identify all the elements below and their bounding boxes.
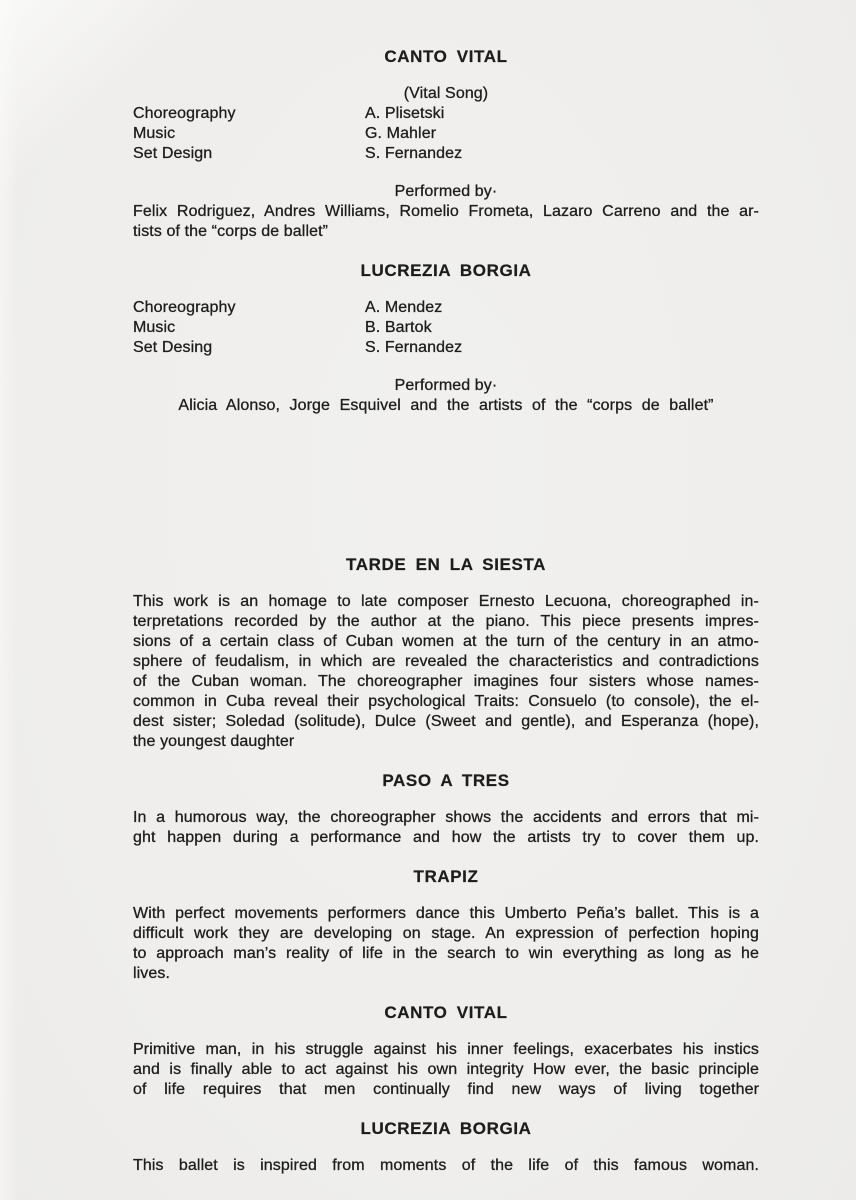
paragraph-line: ght happen during a performance and how the artists try to cover them up. (133, 829, 759, 846)
credits-lucrezia (133, 298, 759, 358)
paragraph-line: common in Cuba reveal their psychological Traits: Consuelo (to console), the el- (133, 693, 759, 710)
credit-value: S. Fernandez (365, 145, 463, 162)
credit-label: Set Desing (133, 339, 213, 356)
section-title-paso: PASO A TRES (382, 771, 510, 790)
paragraph-line: dest sister; Soledad (solitude), Dulce (Sweet and gentle), and Esperanza (hope), (133, 713, 759, 730)
credit-row (133, 318, 759, 338)
paragraph-tarde (133, 592, 759, 752)
credit-label: Choreography (133, 105, 236, 122)
paragraph-line: and is finally able to act against his own integrity How ever, the basic principle (133, 1061, 759, 1078)
credits-canto-vital (133, 104, 759, 164)
paragraph-lucrezia (133, 1156, 759, 1176)
paragraph-line: to approach man’s reality of life in the search to win everything as long as he (133, 945, 759, 962)
page-content (133, 46, 759, 1176)
credit-value: B. Bartok (365, 319, 432, 336)
paragraph-line: terpretations recorded by the author at the piano. This piece presents impres- (133, 613, 759, 630)
performers-canto-vital (133, 202, 759, 242)
credit-label: Set Design (133, 145, 213, 162)
paragraph-line: This work is an homage to late composer Ernesto Lecuona, choreographed in- (133, 593, 759, 610)
paragraph-line: This ballet is inspired from moments of the life of this famous woman. (133, 1157, 759, 1174)
paragraph-canto-vital (133, 1040, 759, 1100)
credit-row (133, 298, 759, 318)
section-title-canto-vital-credits: CANTO VITAL (384, 47, 508, 66)
paragraph-line: the youngest daughter (133, 733, 295, 750)
credit-row (133, 144, 759, 164)
credit-value: A. Plisetski (365, 105, 445, 122)
paragraph-line: With perfect movements performers dance this Umberto Peña’s ballet. This is a (133, 905, 759, 922)
credit-label: Music (133, 125, 176, 142)
section-title-tarde: TARDE EN LA SIESTA (345, 555, 547, 574)
credit-value: A. Mendez (365, 299, 443, 316)
paragraph-line: lives. (133, 965, 171, 982)
paragraph-trapiz (133, 904, 759, 984)
credit-value: S. Fernandez (365, 339, 463, 356)
performers-lucrezia: Alicia Alonso, Jorge Esquivel and the artists of the “corps de ballet” (178, 397, 714, 414)
section-title-trapiz: TRAPIZ (413, 867, 479, 886)
section-title-lucrezia-credits: LUCREZIA BORGIA (360, 261, 532, 280)
credit-row (133, 338, 759, 358)
paragraph-line: In a humorous way, the choreographer shows the accidents and errors that mi- (133, 809, 759, 826)
paragraph-line: of the Cuban woman. The choreographer imagines four sisters whose names- (133, 673, 759, 690)
section-subtitle-vital-song: (Vital Song) (403, 85, 489, 102)
paragraph-line: of life requires that men continually find new ways of living together (133, 1081, 759, 1098)
paragraph-line: sions of a certain class of Cuban women at the turn of the century in an atmo- (133, 633, 759, 650)
credit-row (133, 124, 759, 144)
paragraph-line: sphere of feudalism, in which are revealed the characteristics and contradictions (133, 653, 759, 670)
credit-label: Choreography (133, 299, 236, 316)
performed-by-label: Performed by· (394, 183, 498, 200)
section-title-lucrezia-note: LUCREZIA BORGIA (360, 1119, 532, 1138)
paragraph-line: difficult work they are developing on stage. An expression of perfection hoping (133, 925, 759, 942)
credit-row (133, 104, 759, 124)
performed-by-label: Performed by· (394, 377, 498, 394)
credit-value: G. Mahler (365, 125, 437, 142)
section-title-canto-vital-note: CANTO VITAL (384, 1003, 508, 1022)
performers-line: tists of the “corps de ballet” (133, 223, 329, 240)
paragraph-paso (133, 808, 759, 848)
paragraph-line: Primitive man, in his struggle against his inner feelings, exacerbates his instics (133, 1041, 759, 1058)
performers-line: Felix Rodriguez, Andres Williams, Romelio Frometa, Lazaro Carreno and the ar- (133, 203, 759, 220)
credit-label: Music (133, 319, 176, 336)
